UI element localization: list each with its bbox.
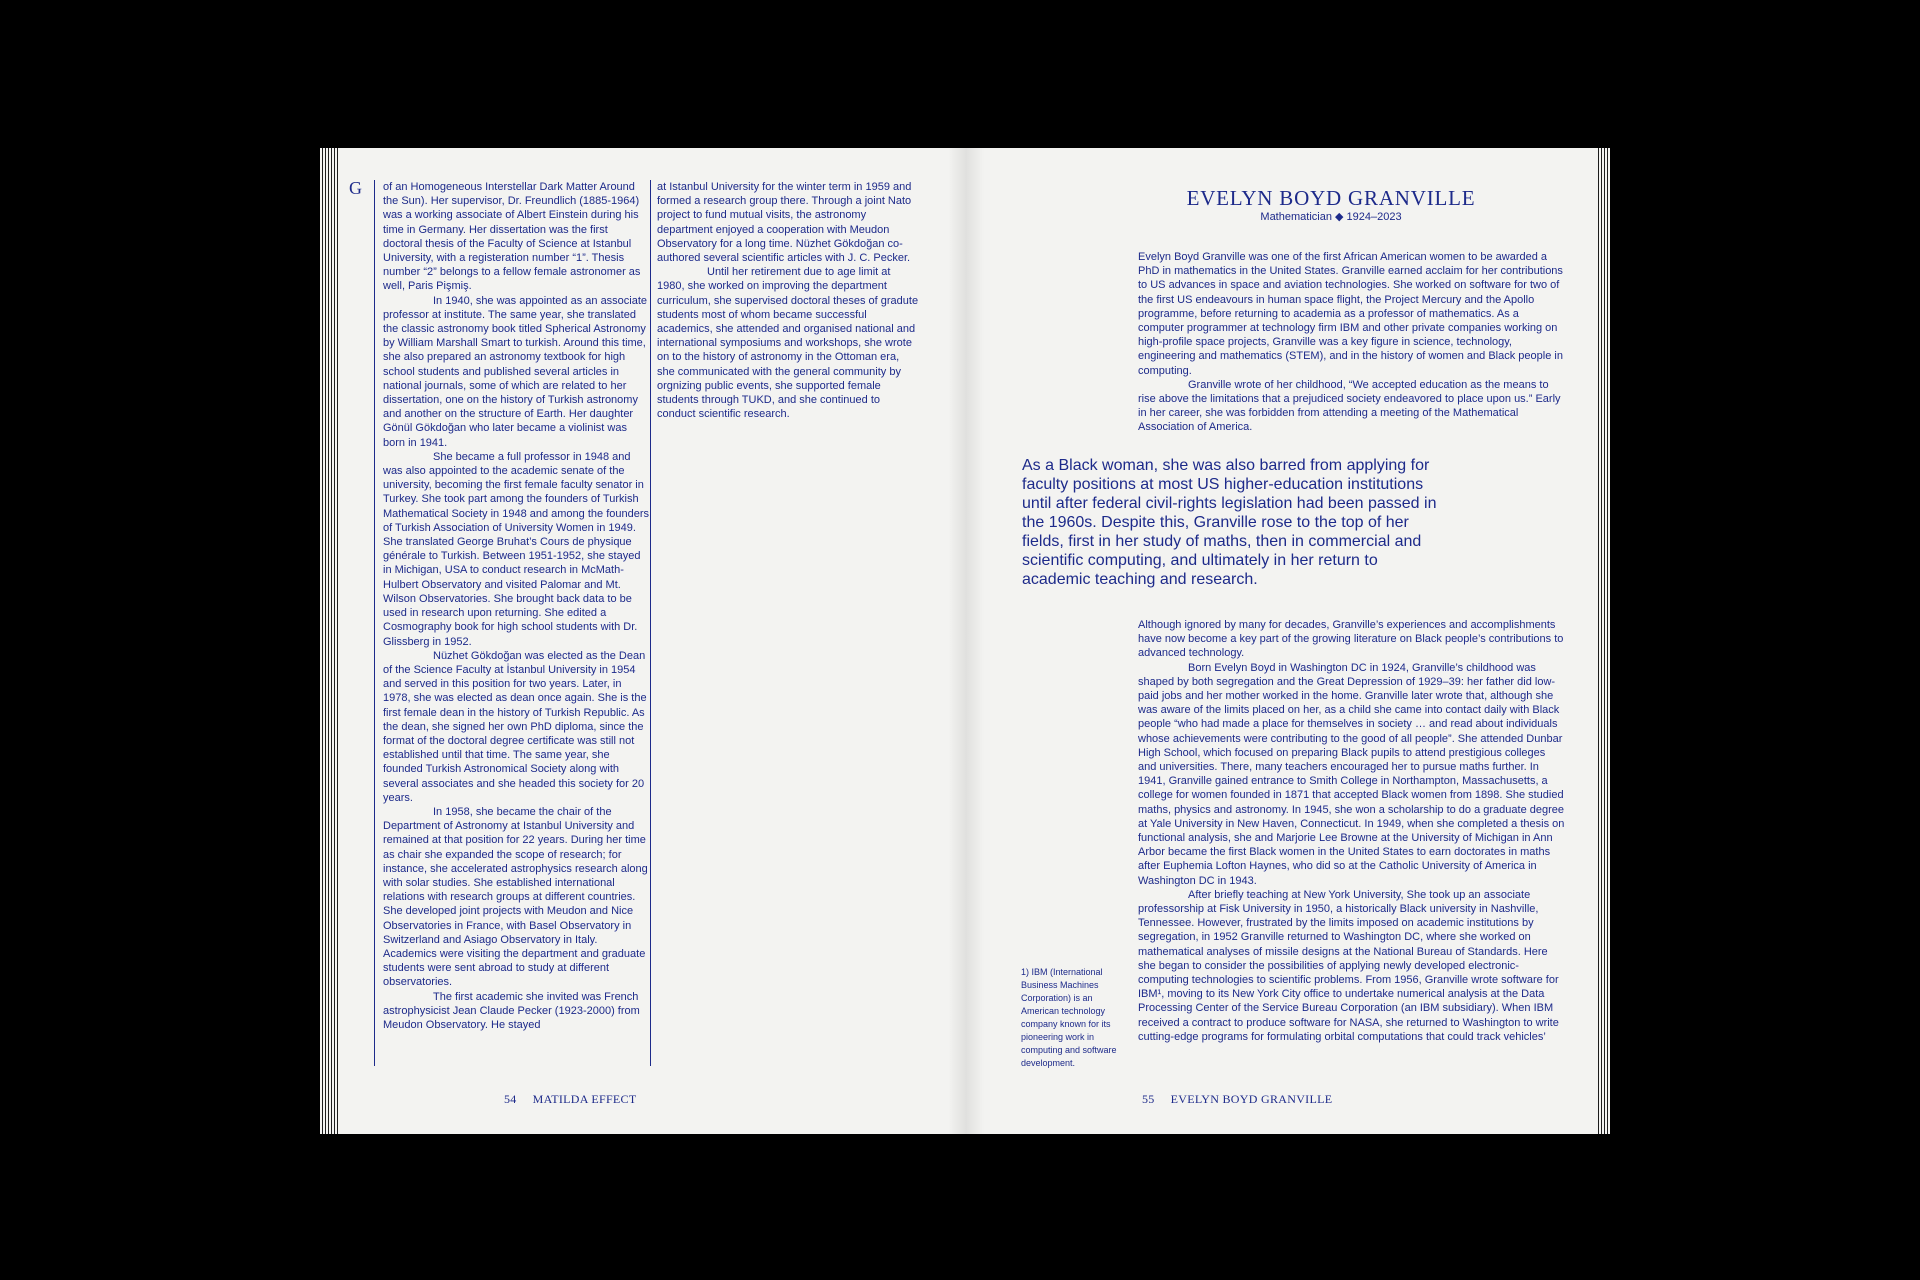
paragraph: Granville wrote of her childhood, “We accepted education as the means to rise above the limitations that a prejudiced society endeavored to place upon us.” Early in her career, she was forbidden from attending a meeting of the Mathematical Association of America. — [1138, 378, 1561, 434]
intro-text — [1138, 250, 1566, 435]
running-title: MATILDA EFFECT — [532, 1092, 637, 1106]
paragraph: Although ignored by many for decades, Granville’s experiences and accomplishments have now become a key part of the growing literature on Black people’s contributions to advanced technology. — [1138, 619, 1564, 660]
running-title: EVELYN BOYD GRANVILLE — [1170, 1092, 1333, 1106]
paragraph: After briefly teaching at New York University, She took up an associate professorship at Fisk University in 1950, a historically Black university in Nashville, Tennessee. However, frustrated by the limits imposed on academic institutions by segregation, in 1952 Granville returned to Washington DC, where she worked on mathematical analyses of missile designs at the National Bureau of Standards. Here she began to consider the possibilities of applying newly developed electronic-computing technologies to scientific problems. From 1956, Granville wrote software for IBM¹, moving to its New York City office to undertake numerical analysis at the Data Processing Center of the Service Bureau Corporation (an IBM subsidiary). When IBM received a contract to produce software for NASA, she returned to Washington to write cutting-edge programs for formulating orbital computations that could track vehicles’ — [1138, 888, 1559, 1043]
gutter-shadow — [948, 148, 966, 1134]
left-folio — [504, 1092, 636, 1107]
pull-quote: As a Black woman, she was also barred from applying for faculty positions at most US higher-education institutions until after federal civil-rights legislation had been passed in the 1960s. Despite this, Granville rose to the top of her fields, first in her study of maths, then in commercial and scientific computing, and ultimately in her return to academic teaching and research. — [1022, 457, 1437, 588]
right-folio — [1142, 1092, 1332, 1107]
left-page — [320, 148, 966, 1134]
paragraph: at Istanbul University for the winter term in 1959 and formed a research group there. Through a joint Nato project to fund mutual visits, the astronomy department enjoyed a cooperation with Meudon Observatory for a long time. Nüzhet Gökdoğan co-authored several scientific articles with J. C. Pecker. — [657, 181, 912, 265]
left-column-1 — [383, 180, 649, 1032]
column-rule — [374, 180, 375, 1066]
paragraph: of an Homogeneous Interstellar Dark Matter Around the Sun). Her supervisor, Dr. Freundlich (1885-1964) was a working associate of Albert Einstein during his time in Germany. Her dissertation was the first doctoral thesis of the Faculty of Science at Istanbul University, with a registeration number “1”. Thesis number “2” belongs to a fellow female astronomer as well, Paris Pişmiş. — [383, 181, 641, 293]
paragraph: Evelyn Boyd Granville was one of the first African American women to be awarded a PhD in mathematics in the United States. Granville earned acclaim for her contributions to US advances in space and aviation technologies. She worked on software for two of the first US endeavours in human space flight, the Project Mercury and the Apollo programme, before returning to academia as a professor of mathematics. As a computer programmer at technology firm IBM and other private companies working on high-profile space projects, Granville was a key figure in science, technology, engineering and mathematics (STEM), and in the history of women and Black people in computing. — [1138, 251, 1563, 377]
page-edge-stack — [1596, 148, 1610, 1134]
body-text — [1138, 618, 1566, 1044]
paragraph: The first academic she invited was French astrophysicist Jean Claude Pecker (1923-2000) from Meudon Observatory. He stayed — [383, 990, 640, 1031]
page-number: 54 — [504, 1092, 517, 1106]
page-number: 55 — [1142, 1092, 1155, 1106]
page-subtitle: Mathematician ◆ 1924–2023 — [1260, 211, 1402, 223]
left-column-2 — [657, 180, 919, 421]
paragraph: Until her retirement due to age limit at 1980, she worked on improving the department curriculum, she supervised doctoral theses of gradute students most of whom became successful academics, she attended and organised national and international symposiums and workshops, she wrote on to the history of astronomy in the Ottoman era, she communicated with the general community by orgnizing public events, she supported female students through TUKD, and she continued to conduct scientific research. — [657, 266, 919, 421]
page-title: EVELYN BOYD GRANVILLE — [1186, 186, 1476, 210]
paragraph: In 1940, she was appointed as an associate professor at institute. The same year, she translated the classic astronomy book titled Spherical Astronomy by William Marshall Smart to turkish. Around this time, she also prepared an astronomy textbook for high school students and published several articles in national journals, some of which are related to her dissertation, one on the history of Turkish astronomy and another on the structure of Earth. Her daughter Gönül Gökdoğan who later became a violinist was born in 1941. — [383, 294, 648, 449]
right-page — [966, 148, 1610, 1134]
gutter-shadow — [966, 148, 984, 1134]
paragraph: In 1958, she became the chair of the Department of Astronomy at Istanbul University and remained at that position for 22 years. During her time as chair she expanded the scope of research; for instance, she accelerated astrophysics research along with solar studies. She established international relations with research groups at different countries. She developed joint projects with Meudon and Nice Observatories in France, with Basel Observatory in Switzerland and Asiago Observatory in Italy. Academics were visiting the department and graduate students were sent abroad to study at different observatories. — [383, 805, 648, 989]
footnote: 1) IBM (International Business Machines Corporation) is an American technology company known for its pioneering work in computing and software development. — [1021, 967, 1117, 1068]
paragraph: Born Evelyn Boyd in Washington DC in 1924, Granville’s childhood was shaped by both segregation and the Great Depression of 1929–39: her father did low-paid jobs and her mother worked in the home. Granville later wrote that, although she was aware of the limits placed on her, as a child she came into contact daily with Black people “who had made a place for themselves in society … and read about individuals whose achievements were contributing to the good of all people”. She attended Dunbar High School, which focused on preparing Black pupils to attend prestigious colleges and universities. There, many teachers encouraged her to pursue maths further. In 1941, Granville gained entrance to Smith College in Northampton, Massachusetts, a college for women founded in 1871 that accepted Black women from 1898. She studied maths, physics and astronomy. In 1945, she won a scholarship to do a graduate degree at Yale University in New Haven, Connecticut. In 1949, when she completed a thesis on functional analysis, she and Marjorie Lee Browne at the University of Michigan in Ann Arbor became the first Black women in the United States to earn doctorates in maths after Euphemia Lofton Haynes, who did so at the Catholic University of America in Washington DC in 1943. — [1138, 661, 1565, 887]
paragraph: Nüzhet Gökdoğan was elected as the Dean of the Science Faculty at İstanbul University in 1954 and served in this position for two years. Later, in 1978, she was elected as dean once again. She is the first female dean in the history of Turkish Republic. As the dean, she signed her own PhD diploma, since the format of the doctoral degree certificate was still not established until that time. The same year, she founded Turkish Astronomical Society along with several associates and she headed this society for 20 years. — [383, 649, 647, 804]
paragraph: She became a full professor in 1948 and was also appointed to the academic senate of the university, becoming the first female faculty senator in Turkey. She took part among the founders of Turkish Mathematical Society in 1948 and among the founders of Turkish Association of University Women in 1949. She translated George Bruhat’s Cours de physique générale to Turkish. Between 1951-1952, she stayed in Michigan, USA to conduct research in McMath-Hulbert Observatory and visited Palomar and Mt. Wilson Observatories. She brought back data to be used in research upon returning. She edited a Cosmography book for high school students with Dr. Glissberg in 1952. — [383, 450, 649, 648]
section-letter: G — [349, 178, 362, 198]
column-rule — [650, 180, 651, 1066]
page-edge-stack — [320, 148, 338, 1134]
